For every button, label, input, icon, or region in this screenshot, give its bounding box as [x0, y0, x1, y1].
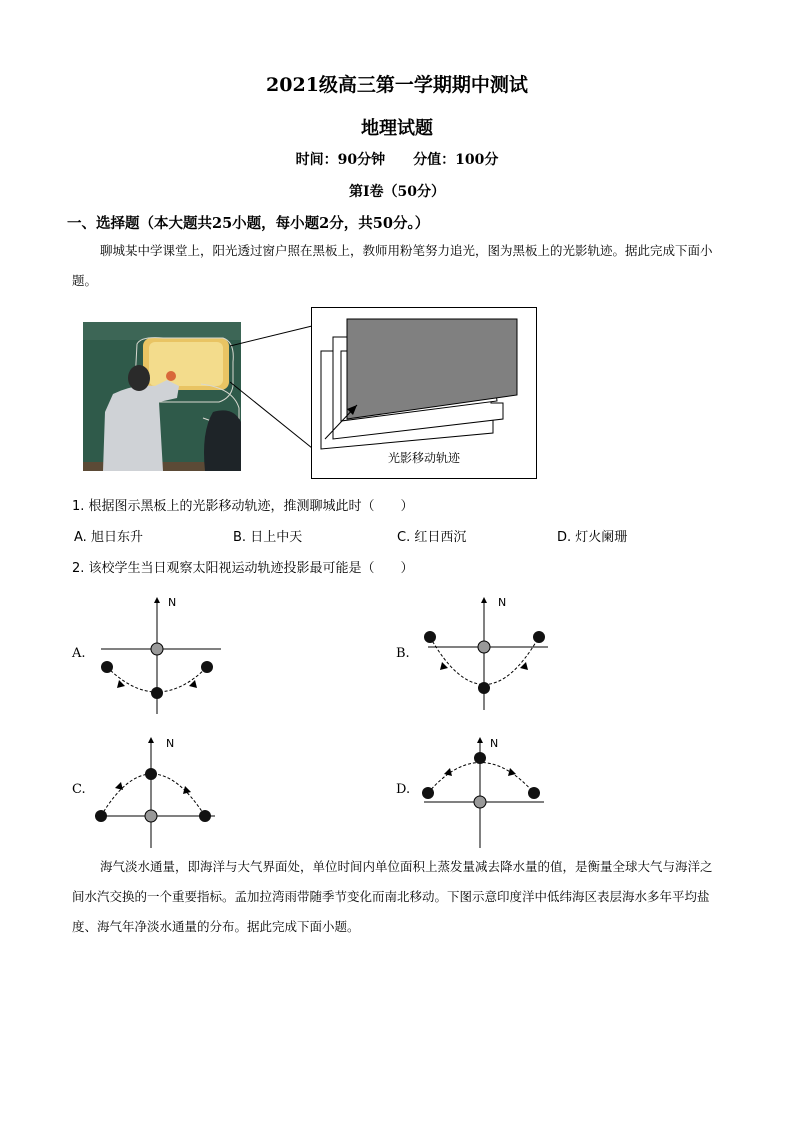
part-title: 第Ⅰ卷（50分）: [348, 184, 446, 200]
q2-option-c-diagram[interactable]: [89, 732, 219, 852]
q2-option-a-diagram[interactable]: [95, 592, 225, 717]
question-2-stem: 2. 该校学生当日观察太阳视运动轨迹投影最可能是（ ）: [72, 561, 414, 576]
q2-option-b-north: N: [498, 596, 507, 609]
q2-option-c-label[interactable]: C.: [72, 782, 86, 797]
classroom-photo: [83, 322, 241, 471]
q1-option-d-label: D.: [557, 530, 572, 545]
q2-option-b-diagram[interactable]: [422, 592, 552, 717]
question-1-stem: 1. 根据图示黑板上的光影移动轨迹，推测聊城此时（ ）: [72, 499, 414, 514]
q1-option-c-label: C.: [397, 530, 411, 545]
q1-option-a-text: 旭日东升: [90, 530, 143, 545]
q1-option-c[interactable]: [397, 526, 466, 545]
light-trajectory-diagram: [311, 307, 537, 479]
trajectory-caption: 光影移动轨迹: [387, 451, 460, 465]
q2-option-a-north: N: [168, 596, 177, 609]
q2-option-a-label[interactable]: A.: [72, 646, 86, 661]
time-score-line: 时间：90分钟 分值：100分: [295, 152, 499, 168]
q2-option-d-diagram[interactable]: [418, 732, 548, 852]
q1-option-b[interactable]: [233, 526, 302, 545]
q1-option-d-text: 灯火阑珊: [575, 530, 628, 545]
q2-option-d-label[interactable]: D.: [396, 782, 411, 797]
q1-option-a-label: A.: [74, 530, 87, 545]
exam-title: 2021级高三第一学期期中测试: [266, 74, 528, 96]
q2-option-d-north: N: [490, 737, 499, 750]
q1-option-d[interactable]: [557, 526, 627, 545]
q2-option-c-north: N: [166, 737, 175, 750]
q2-option-b-label[interactable]: B.: [396, 646, 410, 661]
q1-option-a[interactable]: [74, 526, 143, 545]
passage-2: 海气淡水通量，即海洋与大气界面处，单位时间内单位面积上蒸发量减去降水量的值，是衡量全球大气与海洋之间水汽交换的一个重要指标。孟加拉湾雨带随季节变化而南北移动。下图示意印度洋中低纬海区表层海水多年平均盐度、海气年净淡水通量的分布。据此完成下面小题。: [72, 859, 713, 934]
connector-lines: [230, 320, 320, 460]
subject-title: 地理试题: [361, 118, 433, 139]
section-heading: 一、选择题（本大题共25小题，每小题2分，共50分。）: [67, 215, 430, 232]
passage-1: 聊城某中学课堂上，阳光透过窗户照在黑板上，教师用粉笔努力追光，图为黑板上的光影轨迹。据此完成下面小题。: [72, 243, 713, 288]
q1-option-c-text: 红日西沉: [414, 530, 467, 545]
q1-option-b-text: 日上中天: [250, 530, 303, 545]
q1-option-b-label: B.: [233, 530, 247, 545]
